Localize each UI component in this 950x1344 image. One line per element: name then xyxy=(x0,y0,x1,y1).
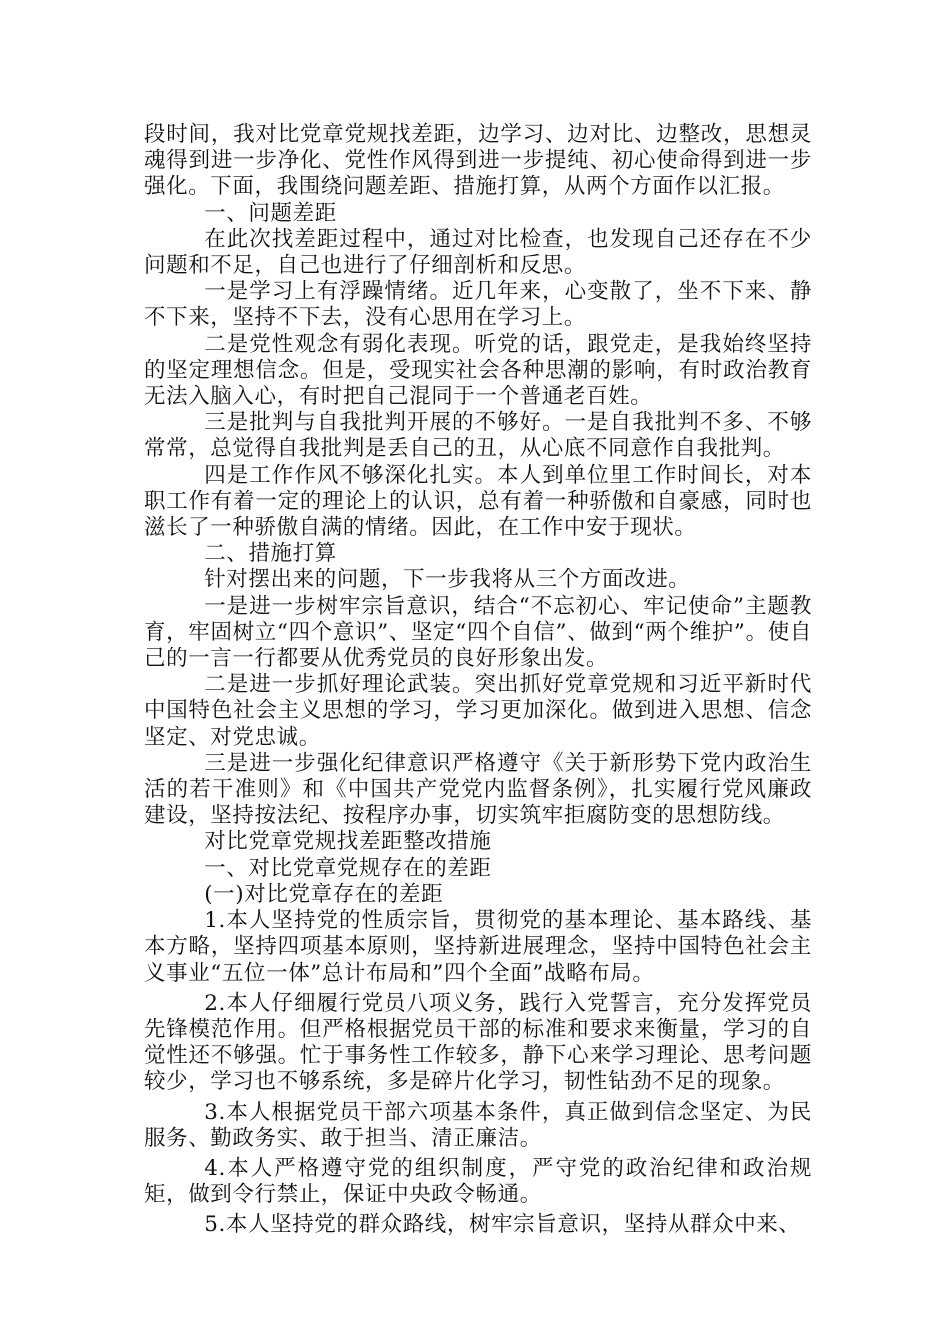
paragraph-item-1: 1.本人坚持党的性质宗旨，贯彻党的基本理论、基本路线、基本方略，坚持四项基本原则，坚持新进展理念，坚持中国特色社会主义事业“五位一体”总计布局和”四个全面”战略布局。 xyxy=(144,908,812,986)
paragraph-measure-three: 三是进一步强化纪律意识严格遵守《关于新形势下党内政治生活的若干准则》和《中国共产党党内监督条例》，扎实履行党风廉政建设，坚持按法纪、按程序办事，切实筑牢拒腐防变的思想防线。 xyxy=(144,750,812,829)
paragraph-item-5: 5.本人坚持党的群众路线，树牢宗旨意识，坚持从群众中来、 xyxy=(204,1212,801,1238)
heading-measures: 二、措施打算 xyxy=(204,541,337,567)
section-title: 对比党章党规找差距整改措施 xyxy=(204,829,492,855)
paragraph-work-style-issue: 四是工作作风不够深化扎实。本人到单位里工作时间长，对本职工作有着一定的理论上的认识，总有着一种骄傲和自豪感，同时也滋长了一种骄傲自满的情绪。因此，在工作中安于现状。 xyxy=(144,462,812,541)
paragraph-criticism-issue: 三是批判与自我批判开展的不够好。一是自我批判不多、不够常常，总觉得自我批判是丢自己的丑，从心底不同意作自我批判。 xyxy=(144,410,812,462)
paragraph-intro: 段时间，我对比党章党规找差距，边学习、边对比、边整改，思想灵魂得到进一步净化、党性作风得到进一步提纯、初心使命得到进一步强化。下面，我围绕问题差距、措施打算，从两个方面作以汇报。 xyxy=(144,122,812,200)
paragraph-study-issue: 一是学习上有浮躁情绪。近几年来，心变散了，坐不下来、静不下来，坚持不下去，没有心思用在学习上。 xyxy=(144,279,812,331)
paragraph-self-check: 在此次找差距过程中，通过对比检查，也发现自己还存在不少问题和不足，自己也进行了仔细剖析和反思。 xyxy=(144,226,812,279)
paragraph-measure-two: 二是进一步抓好理论武装。突出抓好党章党规和习近平新时代中国特色社会主义思想的学习，学习更加深化。做到进入思想、信念坚定、对党忠诚。 xyxy=(144,672,812,750)
heading-gap-comparison: 一、对比党章党规存在的差距 xyxy=(204,855,492,881)
paragraph-item-4: 4.本人严格遵守党的组织制度，严守党的政治纪律和政治规矩，做到令行禁止，保证中央政令畅通。 xyxy=(144,1155,812,1208)
paragraph-item-3: 3.本人根据党员干部六项基本条件，真正做到信念坚定、为民服务、勤政务实、敢于担当、清正廉洁。 xyxy=(144,1099,812,1151)
paragraph-item-2: 2.本人仔细履行党员八项义务，践行入党誓言，充分发挥党员先锋模范作用。但严格根据党员干部的标准和要求来衡量，学习的自觉性还不够强。忙于事务性工作较多，静下心来学习理论、思考问题较少，学习也不够系统，多是碎片化学习，韧性钻劲不足的现象。 xyxy=(144,990,812,1095)
subheading-party-constitution: (一)对比党章存在的差距 xyxy=(204,881,444,907)
document-page xyxy=(144,122,812,1239)
paragraph-measures-intro: 针对摆出来的问题，下一步我将从三个方面改进。 xyxy=(204,567,691,593)
paragraph-measure-one: 一是进一步树牢宗旨意识，结合“不忘初心、牢记使命”主题教育，牢固树立“四个意识”、坚定“四个自信”、做到“两个维护”。使自己的一言一行都要从优秀党员的良好形象出发。 xyxy=(144,593,812,672)
heading-problem-gap: 一、问题差距 xyxy=(204,200,337,226)
paragraph-party-awareness-issue: 二是党性观念有弱化表现。听党的话，跟党走，是我始终坚持的坚定理想信念。但是，受现实社会各种思潮的影响，有时政治教育无法入脑入心，有时把自己混同于一个普通老百姓。 xyxy=(144,331,812,410)
